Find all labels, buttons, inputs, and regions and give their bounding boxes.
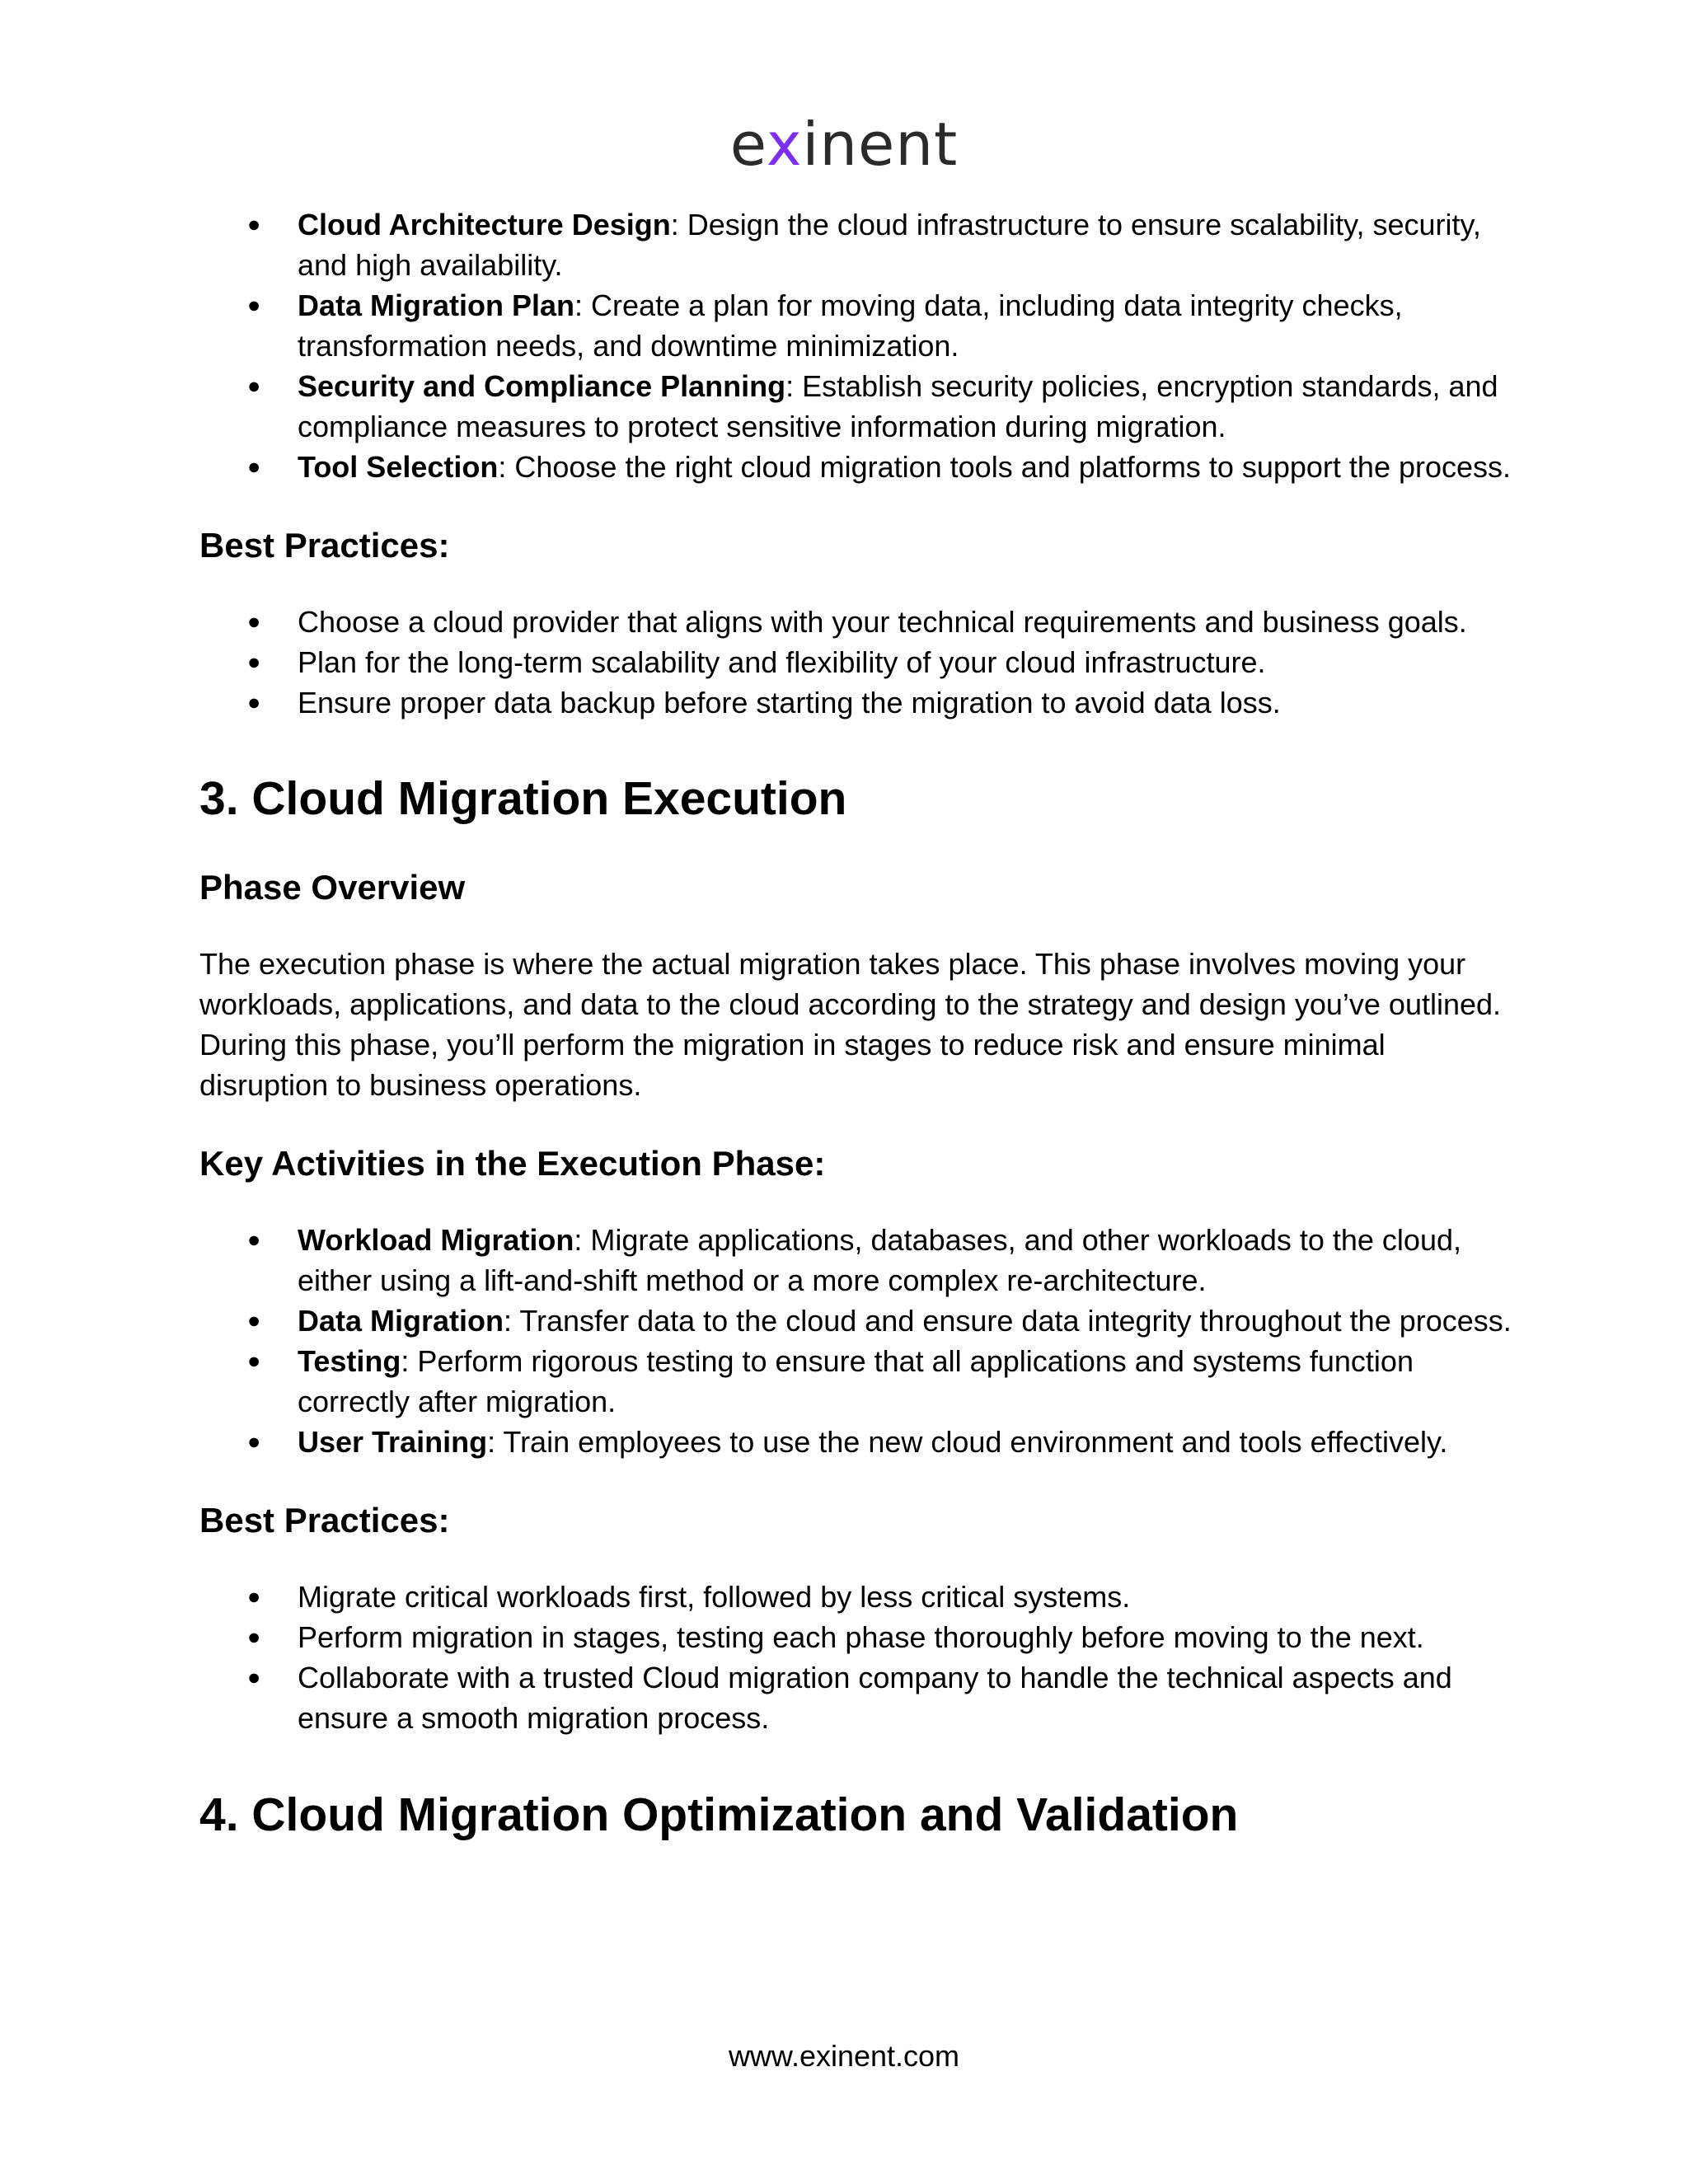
list-item-term: Tool Selection bbox=[298, 450, 499, 484]
list-item-text: : Transfer data to the cloud and ensure data integrity throughout the process. bbox=[504, 1304, 1512, 1338]
list-item-text: : Migrate applications, databases, and other workloads to the cloud, either using a lift-and-shift method or a more complex re-architecture. bbox=[298, 1223, 1461, 1297]
list-item-text: : Perform rigorous testing to ensure that all applications and systems function correctly after migration. bbox=[298, 1344, 1414, 1418]
list-item-text: : Establish security policies, encryption standards, and compliance measures to protect sensitive information during migration. bbox=[298, 369, 1498, 443]
phase-overview-text: The execution phase is where the actual migration takes place. This phase involves moving your workloads, applications, and data to the cloud according to the strategy and design you’ve outlined. During this phase, you’ll perform the migration in stages to reduce risk and ensure minimal disruption to business operations. bbox=[199, 947, 1502, 1102]
list-item: ● Perform migration in stages, testing each phase thoroughly before moving to the next. bbox=[199, 1617, 1518, 1657]
list-item-term: Cloud Architecture Design bbox=[298, 208, 671, 241]
list-item-term: User Training bbox=[298, 1425, 488, 1459]
list-item bbox=[199, 366, 1518, 447]
footer-url: www.exinent.com bbox=[728, 2039, 960, 2073]
list-item bbox=[199, 1220, 1518, 1301]
list-item: ● Ensure proper data backup before starting the migration to avoid data loss. bbox=[199, 682, 1518, 723]
best-practices-heading: Best Practices: bbox=[199, 526, 450, 565]
list-item bbox=[199, 204, 1518, 285]
execution-activities-list bbox=[199, 1220, 1518, 1462]
list-item-term: Testing bbox=[298, 1344, 401, 1378]
list-item bbox=[199, 1301, 1518, 1341]
execution-best-practices-list bbox=[199, 1577, 1518, 1738]
list-item-text: : Train employees to use the new cloud environment and tools effectively. bbox=[487, 1425, 1448, 1459]
list-item-term: Workload Migration bbox=[298, 1223, 574, 1257]
logo-text-x: x bbox=[766, 110, 803, 179]
list-item bbox=[199, 447, 1518, 487]
list-item-term: Data Migration bbox=[298, 1304, 504, 1338]
list-item: ● Choose a cloud provider that aligns with your technical requirements and business goals. bbox=[199, 602, 1518, 642]
section-title-optimization: 4. Cloud Migration Optimization and Validation bbox=[199, 1788, 1239, 1841]
logo-text-start: e bbox=[729, 110, 767, 179]
list-item-text: : Choose the right cloud migration tools and platforms to support the process. bbox=[498, 450, 1512, 484]
exinent-logo bbox=[0, 107, 1688, 181]
list-item: ● Plan for the long-term scalability and flexibility of your cloud infrastructure. bbox=[199, 642, 1518, 682]
logo-text-end: inent bbox=[802, 110, 959, 179]
key-activities-heading: Key Activities in the Execution Phase: bbox=[199, 1144, 826, 1183]
list-item-term: Data Migration Plan bbox=[298, 288, 575, 322]
list-item: ● Collaborate with a trusted Cloud migration company to handle the technical aspects and ensure a smooth migration process. bbox=[199, 1657, 1518, 1738]
section-title-execution: 3. Cloud Migration Execution bbox=[199, 772, 847, 825]
list-item: ● Migrate critical workloads first, followed by less critical systems. bbox=[199, 1577, 1518, 1617]
list-item bbox=[199, 1422, 1518, 1462]
design-activities-list bbox=[199, 204, 1518, 487]
best-practices-heading: Best Practices: bbox=[199, 1501, 450, 1540]
list-item-text: : Design the cloud infrastructure to ensure scalability, security, and high availability. bbox=[298, 208, 1481, 282]
phase-overview-heading: Phase Overview bbox=[199, 868, 466, 907]
best-practices-list bbox=[199, 602, 1518, 723]
list-item bbox=[199, 1341, 1518, 1422]
list-item-text: : Create a plan for moving data, including data integrity checks, transformation needs, and downtime minimization. bbox=[298, 288, 1403, 363]
list-item bbox=[199, 285, 1518, 366]
document-body bbox=[199, 204, 1518, 1842]
list-item-term: Security and Compliance Planning bbox=[298, 369, 786, 403]
